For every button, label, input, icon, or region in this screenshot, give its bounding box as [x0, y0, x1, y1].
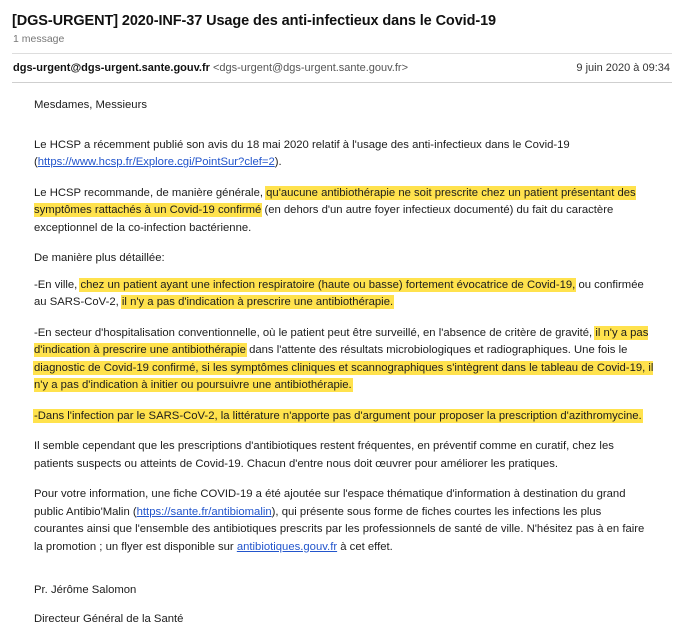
paragraph-azithromycine [34, 408, 654, 426]
paragraph-text: dans l'attente des résultats microbiologiques et radiographiques. Une fois le [249, 344, 628, 357]
highlight-no-antibio-confirmed: qu'aucune antibiothérapie ne soit prescrite chez un patient présentant des symptômes rattachés à un Covid-19 confirmé [34, 186, 636, 217]
highlight-diagnostic-confirme: diagnostic de Covid-19 confirmé, si les symptômes cliniques et scannographiques s'intègrent dans le tableau de Covid-19, il n'y a pas d'indication à initier ou poursuivre une antibiothérapie. [34, 361, 654, 392]
paragraph-text: -En secteur d'hospitalisation conventionnelle, où le patient peut être surveillé, en l'absence de critère de gravité, [34, 326, 593, 339]
paren-open: ( [132, 505, 137, 518]
paragraph-hcsp-avis [34, 137, 654, 172]
sender-address: <dgs-urgent@dgs-urgent.sante.gouv.fr> [212, 62, 409, 75]
message-date: 9 juin 2020 à 09:34 [576, 62, 670, 75]
paragraph-text: -En ville, [34, 278, 78, 291]
paragraph-text: ), qui présente sous forme de fiches courtes les infections les plus courantes ainsi que l'ensemble des antibiotiques prescrits par les professionnels de santé de ville. N'hésitez pas à en faire la promotion ; un flyer est disponible sur [34, 505, 645, 553]
signature-name: Pr. Jérôme Salomon [34, 584, 137, 597]
paragraph-text: ou confirmée au SARS-CoV-2, [34, 278, 644, 309]
greeting-paragraph: Mesdames, Messieurs [34, 99, 148, 112]
highlight-azithromycine: -Dans l'infection par le SARS-CoV-2, la littérature n'apporte pas d'argument pour proposer la prescription d'azithromycine. [34, 409, 642, 422]
antibiotiques-gouv-link[interactable]: antibiotiques.gouv.fr [236, 540, 338, 553]
paragraph-text: (en dehors d'un autre foyer infectieux documenté) du fait du caractère exceptionnel de la co-infection bactérienne. [34, 204, 614, 234]
paragraph-text: à cet effet. [340, 540, 393, 553]
paragraph-hospitalisation [34, 325, 654, 395]
hcsp-link[interactable]: https://www.hcsp.fr/Explore.cgi/PointSur?clef=2 [37, 156, 275, 169]
signature-block [34, 582, 654, 628]
paragraph-prescriptions-frequentes: Il semble cependant que les prescriptions d'antibiotiques restent fréquentes, en préventif comme en curatif, chez les patients suspects ou atteints de Covid-19. Chacun d'entre nous doit œuvrer pour améliorer les pratiques. [34, 440, 614, 470]
highlight-pas-indication-ville: il n'y a pas d'indication à prescrire une antibiothérapie. [121, 296, 394, 309]
message-count: 1 message [13, 33, 65, 46]
highlight-infection-respiratoire: chez un patient ayant une infection respiratoire (haute ou basse) fortement évocatrice de Covid-19, [80, 278, 576, 291]
paragraph-antibio-malin [34, 486, 654, 556]
paragraph-text: Le HCSP a récemment publié son avis du 18 mai 2020 relatif à l'usage des anti-infectieux dans le Covid-19 [34, 138, 570, 151]
paren-close: ). [274, 156, 282, 169]
page-title: [DGS-URGENT] 2020-INF-37 Usage des anti-infectieux dans le Covid-19 [12, 13, 496, 29]
paragraph-detail-intro: De manière plus détaillée: [34, 252, 165, 265]
paragraph-recommandation-generale [34, 185, 654, 238]
signature-title: Directeur Général de la Santé [34, 612, 184, 625]
antibiomalin-link[interactable]: https://sante.fr/antibiomalin [136, 505, 272, 518]
left-edge-strip [0, 0, 3, 570]
paragraph-text: Pour votre information, une fiche COVID-19 a été ajoutée sur l'espace thématique d'information à destination du grand public Antibio'Malin [34, 488, 626, 518]
highlight-pas-indication-hopital: il n'y a pas d'indication à prescrire une antibiothérapie [34, 326, 649, 357]
sender-row [12, 54, 672, 74]
paragraph-en-ville [34, 277, 654, 312]
sender-name[interactable]: dgs-urgent@dgs-urgent.sante.gouv.fr [13, 62, 210, 75]
sender-info [13, 62, 408, 74]
message-body [12, 83, 672, 628]
paren-open: ( [34, 156, 38, 169]
paragraph-text: Le HCSP recommande, de manière générale, [34, 186, 263, 199]
